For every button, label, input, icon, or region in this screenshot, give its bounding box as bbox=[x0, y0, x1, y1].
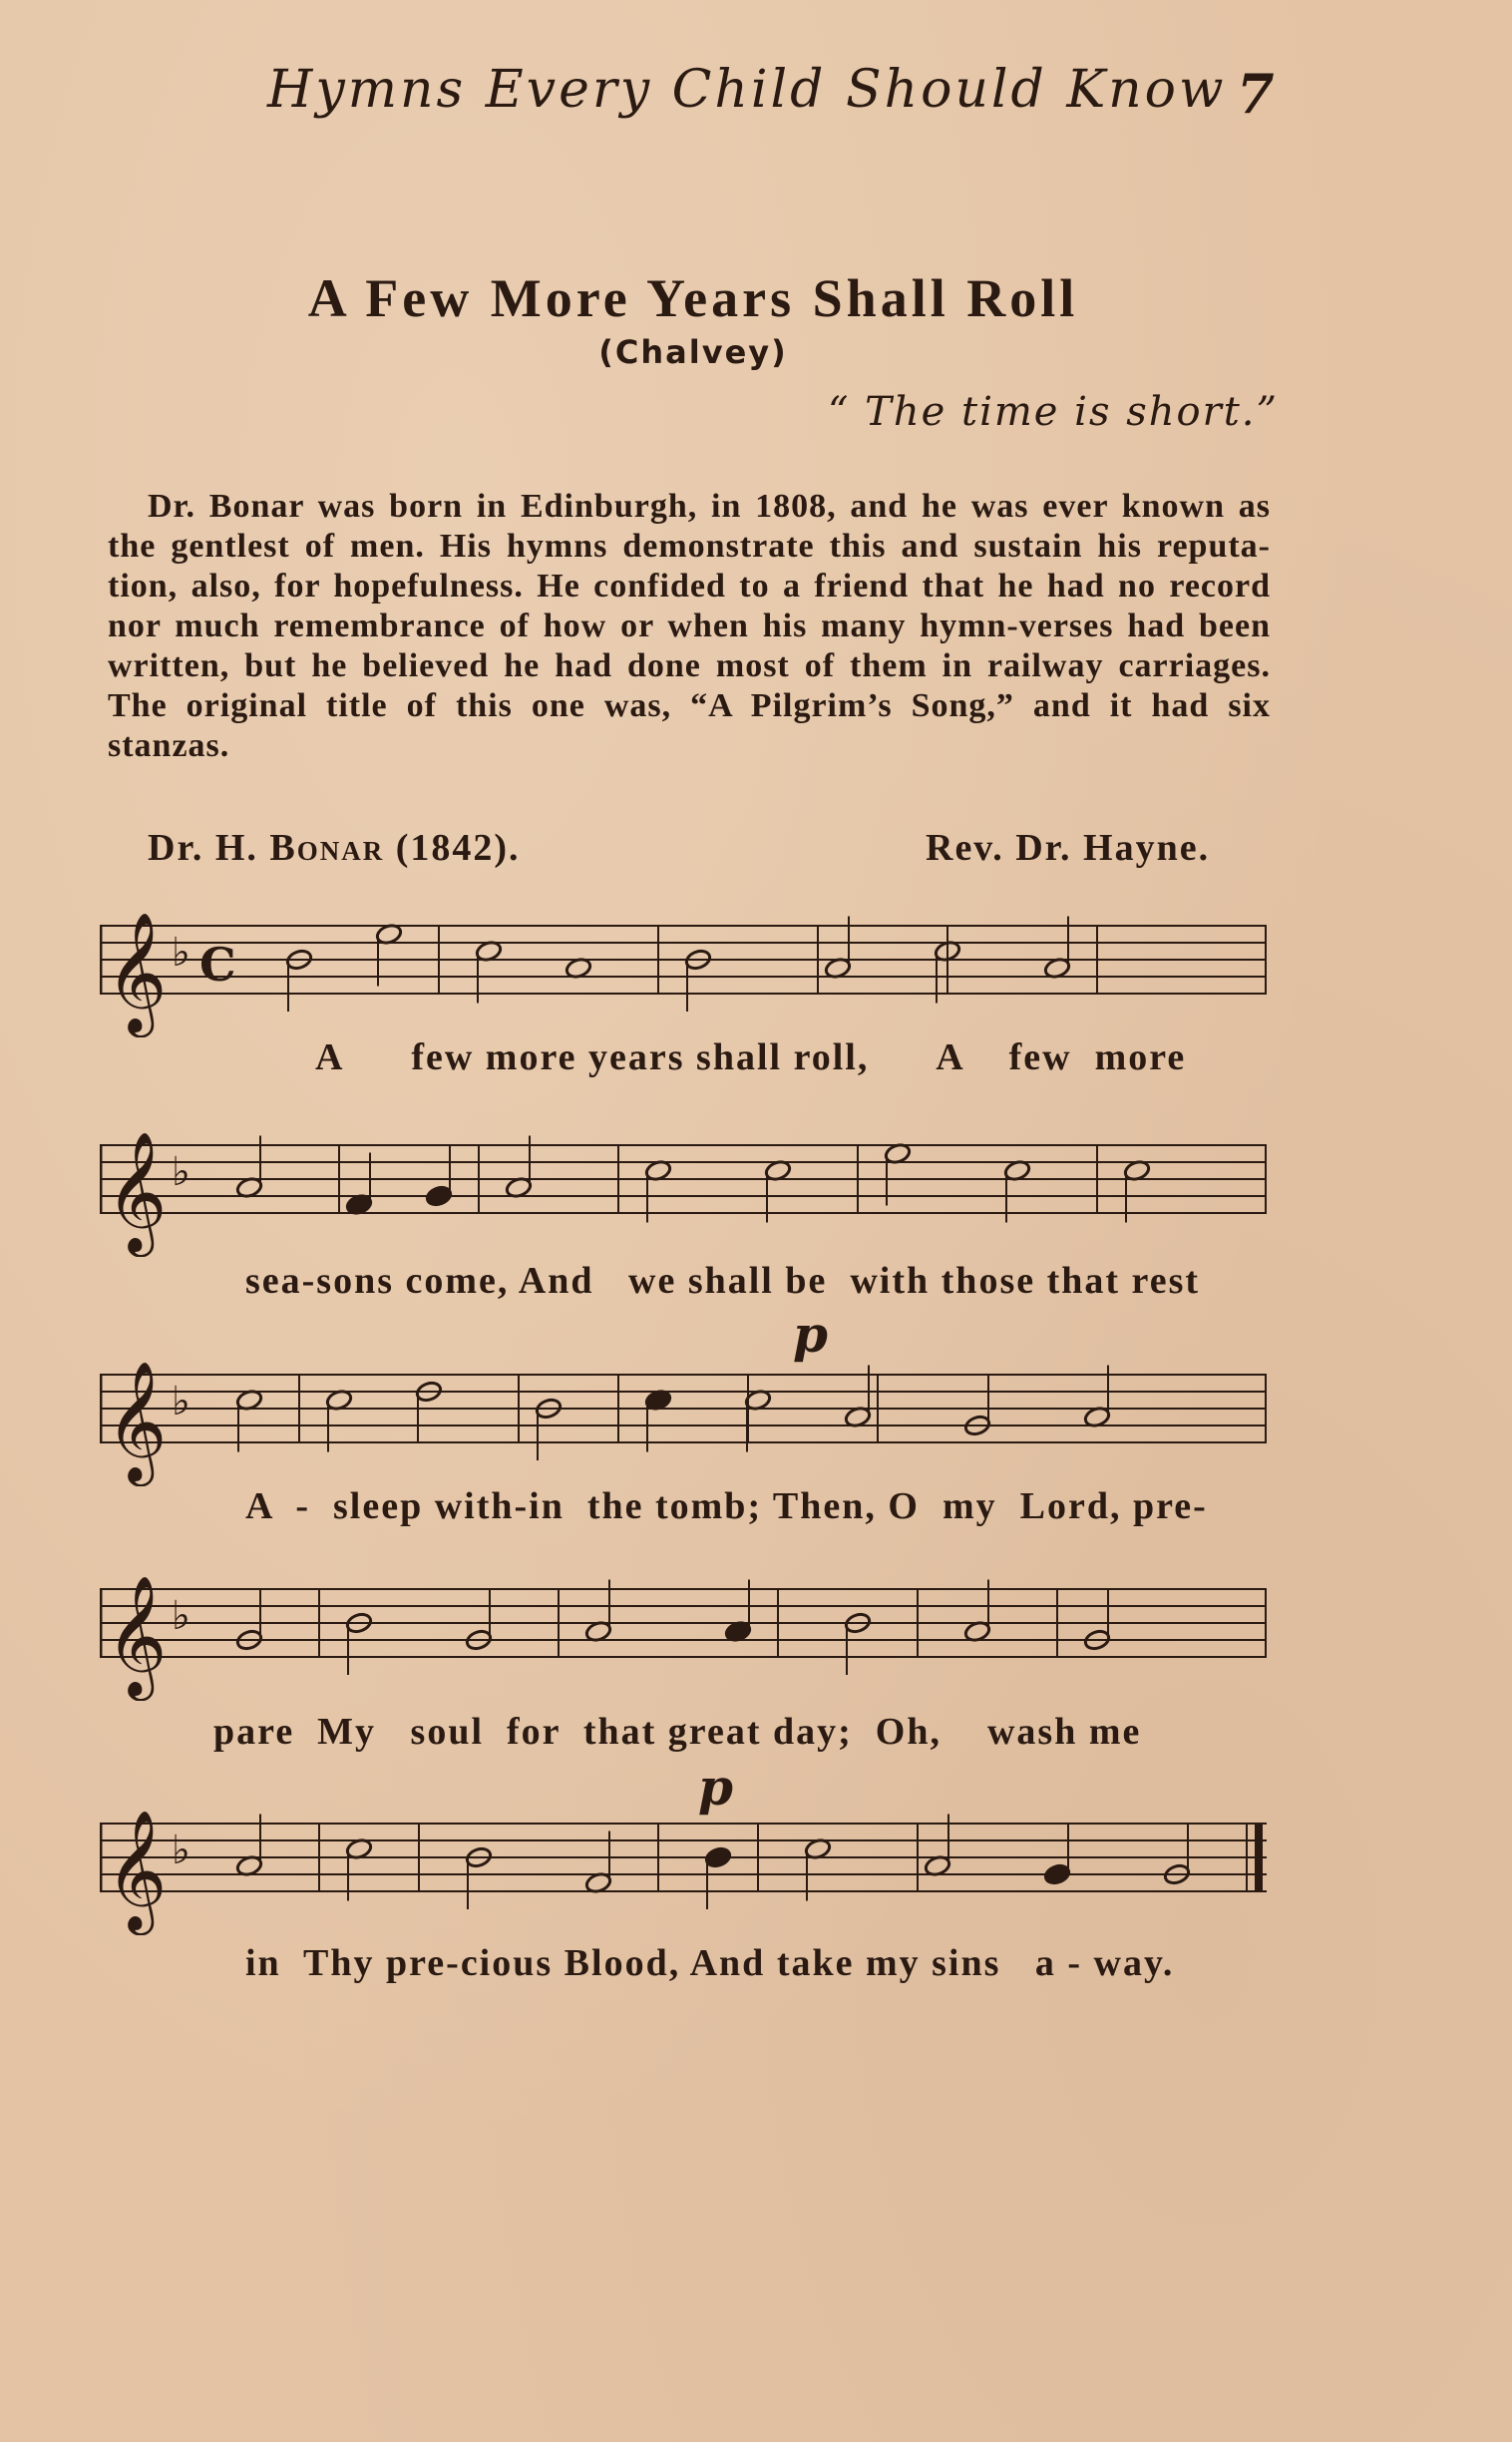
note-head bbox=[704, 1845, 732, 1868]
note-head bbox=[425, 1184, 453, 1207]
flat-sign-icon: ♭ bbox=[172, 1828, 190, 1873]
page-number: 7 bbox=[1237, 62, 1275, 126]
treble-clef-icon: 𝄞 bbox=[106, 1130, 168, 1252]
final-barline-thick bbox=[1255, 1824, 1263, 1891]
music-system-5 bbox=[100, 1796, 1277, 1930]
staff-5 bbox=[100, 1796, 1277, 1935]
composer-name: Hayne. bbox=[1083, 827, 1211, 869]
flat-sign-icon: ♭ bbox=[172, 1593, 190, 1639]
flat-sign-icon: ♭ bbox=[172, 1379, 190, 1424]
author-year: (1842). bbox=[395, 827, 521, 869]
running-title: Hymns Every Child Should Know bbox=[267, 60, 1227, 120]
staff-4 bbox=[100, 1561, 1277, 1701]
hymn-title: A Few More Years Shall Roll bbox=[307, 268, 1079, 328]
treble-clef-icon: 𝄞 bbox=[106, 911, 168, 1032]
author-credit bbox=[148, 826, 521, 870]
lyric-line-2: sea-sons come, And we shall be with those that rest bbox=[245, 1260, 1201, 1302]
intro-paragraph: Dr. Bonar was born in Edinburgh, in 1808, and he was ever known as the gentlest of men. His hymns demonstrate this and sustain his reputa-tion, also, for hopefulness. He confided to a friend that he had no record nor much remembrance of how or when his many hymn-verses had been written, but he believed he had done most of them in railway carriages. The original title of this one was, “A Pilgrim’s Song,” and it had six stanzas. bbox=[108, 488, 1271, 764]
music-system-2 bbox=[100, 1117, 1277, 1252]
staff-3 bbox=[100, 1347, 1277, 1486]
tune-name: (Chalvey) bbox=[598, 333, 788, 371]
staff-2 bbox=[100, 1117, 1277, 1257]
lyric-line-5: in Thy pre-cious Blood, And take my sins a - way. bbox=[245, 1942, 1175, 1984]
lyric-line-3: A - sleep with-in the tomb; Then, O my Lord, pre- bbox=[245, 1485, 1208, 1527]
lyric-line-1: A few more years shall roll, A few more bbox=[315, 1036, 1187, 1078]
note-head bbox=[1043, 1862, 1071, 1885]
dynamic-piano-1: p bbox=[793, 1305, 828, 1364]
flat-sign-icon: ♭ bbox=[172, 930, 190, 976]
flat-sign-icon: ♭ bbox=[172, 1149, 190, 1195]
treble-clef-icon: 𝄞 bbox=[106, 1809, 168, 1930]
author-name: Bonar bbox=[269, 827, 385, 869]
composer-credit bbox=[926, 826, 1210, 870]
music-system-3 bbox=[100, 1347, 1277, 1481]
epigraph: “ The time is short.” bbox=[828, 389, 1279, 435]
staff-1 bbox=[100, 898, 1277, 1037]
music-system-4 bbox=[100, 1561, 1277, 1696]
composer-prefix: Rev. Dr. bbox=[926, 827, 1072, 869]
author-prefix: Dr. H. bbox=[148, 827, 258, 869]
page-header bbox=[0, 60, 1512, 130]
music-system-1 bbox=[100, 898, 1277, 1032]
common-time-icon: C bbox=[199, 938, 236, 992]
treble-clef-icon: 𝄞 bbox=[106, 1574, 168, 1696]
treble-clef-icon: 𝄞 bbox=[106, 1360, 168, 1481]
lyric-line-4: pare My soul for that great day; Oh, wash me bbox=[213, 1711, 1142, 1753]
dynamic-piano-2: p bbox=[698, 1758, 733, 1817]
credits-line bbox=[0, 826, 1512, 876]
